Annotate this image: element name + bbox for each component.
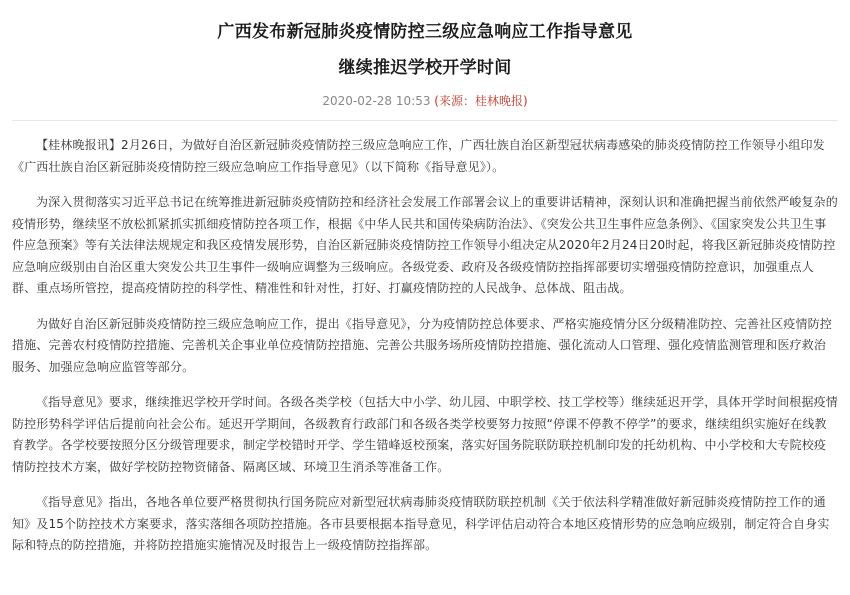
paragraph-1: 【桂林晚报讯】2月26日，为做好自治区新冠肺炎疫情防控三级应急响应工作，广西壮族自治区新型冠状病毒感染的肺炎疫情防控工作领导小组印发《广西壮族自治区新冠肺炎疫情防控三级应急响应工作指导意见》（以下简称《指导意见》）。	[12, 138, 825, 174]
paragraph-4: 《指导意见》要求，继续推迟学校开学时间。各级各类学校（包括大中小学、幼儿园、中职学校、技工学校等）继续延迟开学，具体开学时间根据疫情防控形势科学评估后提前向社会公布。延迟开学期间，各级教育行政部门和各级各类学校要努力按照“停课不停教不停学”的要求，继续组织实施好在线教育教学。各学校要按照分区分级管理要求，制定学校错时开学、学生错峰返校预案，落实好国务院联防联控机制印发的托幼机构、中小学校和大专院校疫情防控技术方案，做好学校防控物资储备、隔离区域、环境卫生消杀等准备工作。	[12, 395, 838, 474]
title-divider	[12, 120, 838, 121]
source-link[interactable]: (来源：桂林晚报)	[434, 94, 528, 108]
article-body	[12, 135, 838, 557]
article-title-line-2: 继续推迟学校开学时间	[338, 58, 512, 78]
article-title-line-1: 广西发布新冠肺炎疫情防控三级应急响应工作指导意见	[217, 22, 633, 42]
article-meta	[12, 92, 838, 110]
paragraph-3: 为做好自治区新冠肺炎疫情防控三级应急响应工作，提出《指导意见》，分为疫情防控总体要求、严格实施疫情分区分级精准防控、完善社区疫情防控措施、完善农村疫情防控措施、完善机关企事业单位疫情防控措施、完善公共服务场所疫情防控措施、强化流动人口管理、强化疫情监测管理和医疗救治服务、加强应急响应监管等部分。	[12, 316, 832, 374]
paragraph-5: 《指导意见》指出，各地各单位要严格贯彻执行国务院应对新型冠状病毒肺炎疫情联防联控机制《关于依法科学精准做好新冠肺炎疫情防控工作的通知》及15个防控技术方案要求，落实落细各项防控措施。各市县要根据本指导意见，科学评估启动符合本地区疫情形势的应急响应级别，制定符合自身实际和特点的防控措施，并将防控措施实施情况及时报告上一级疫情防控指挥部。	[12, 495, 830, 552]
publish-date: 2020-02-28 10:53	[322, 94, 431, 108]
paragraph-2: 为深入贯彻落实习近平总书记在统筹推进新冠肺炎疫情防控和经济社会发展工作部署会议上的重要讲话精神，深刻认识和准确把握当前依然严峻复杂的疫情形势，继续坚不放松抓紧抓实抓细疫情防控各项工作，根据《中华人民共和国传染病防治法》、《突发公共卫生事件应急条例》、《国家突发公共卫生事件应急预案》等有关法律法规规定和我区疫情发展形势，自治区新冠肺炎疫情防控工作领导小组决定从2020年2月24日20时起，将我区新冠肺炎疫情防控应急响应级别由自治区重大突发公共卫生事件一级响应调整为三级响应。各级党委、政府及各级疫情防控指挥部要切实增强疫情防控意识，加强重点人群、重点场所管控，提高疫情防控的科学性、精准性和针对性，打好、打赢疫情防控的人民战争、总体战、阻击战。	[12, 195, 838, 295]
